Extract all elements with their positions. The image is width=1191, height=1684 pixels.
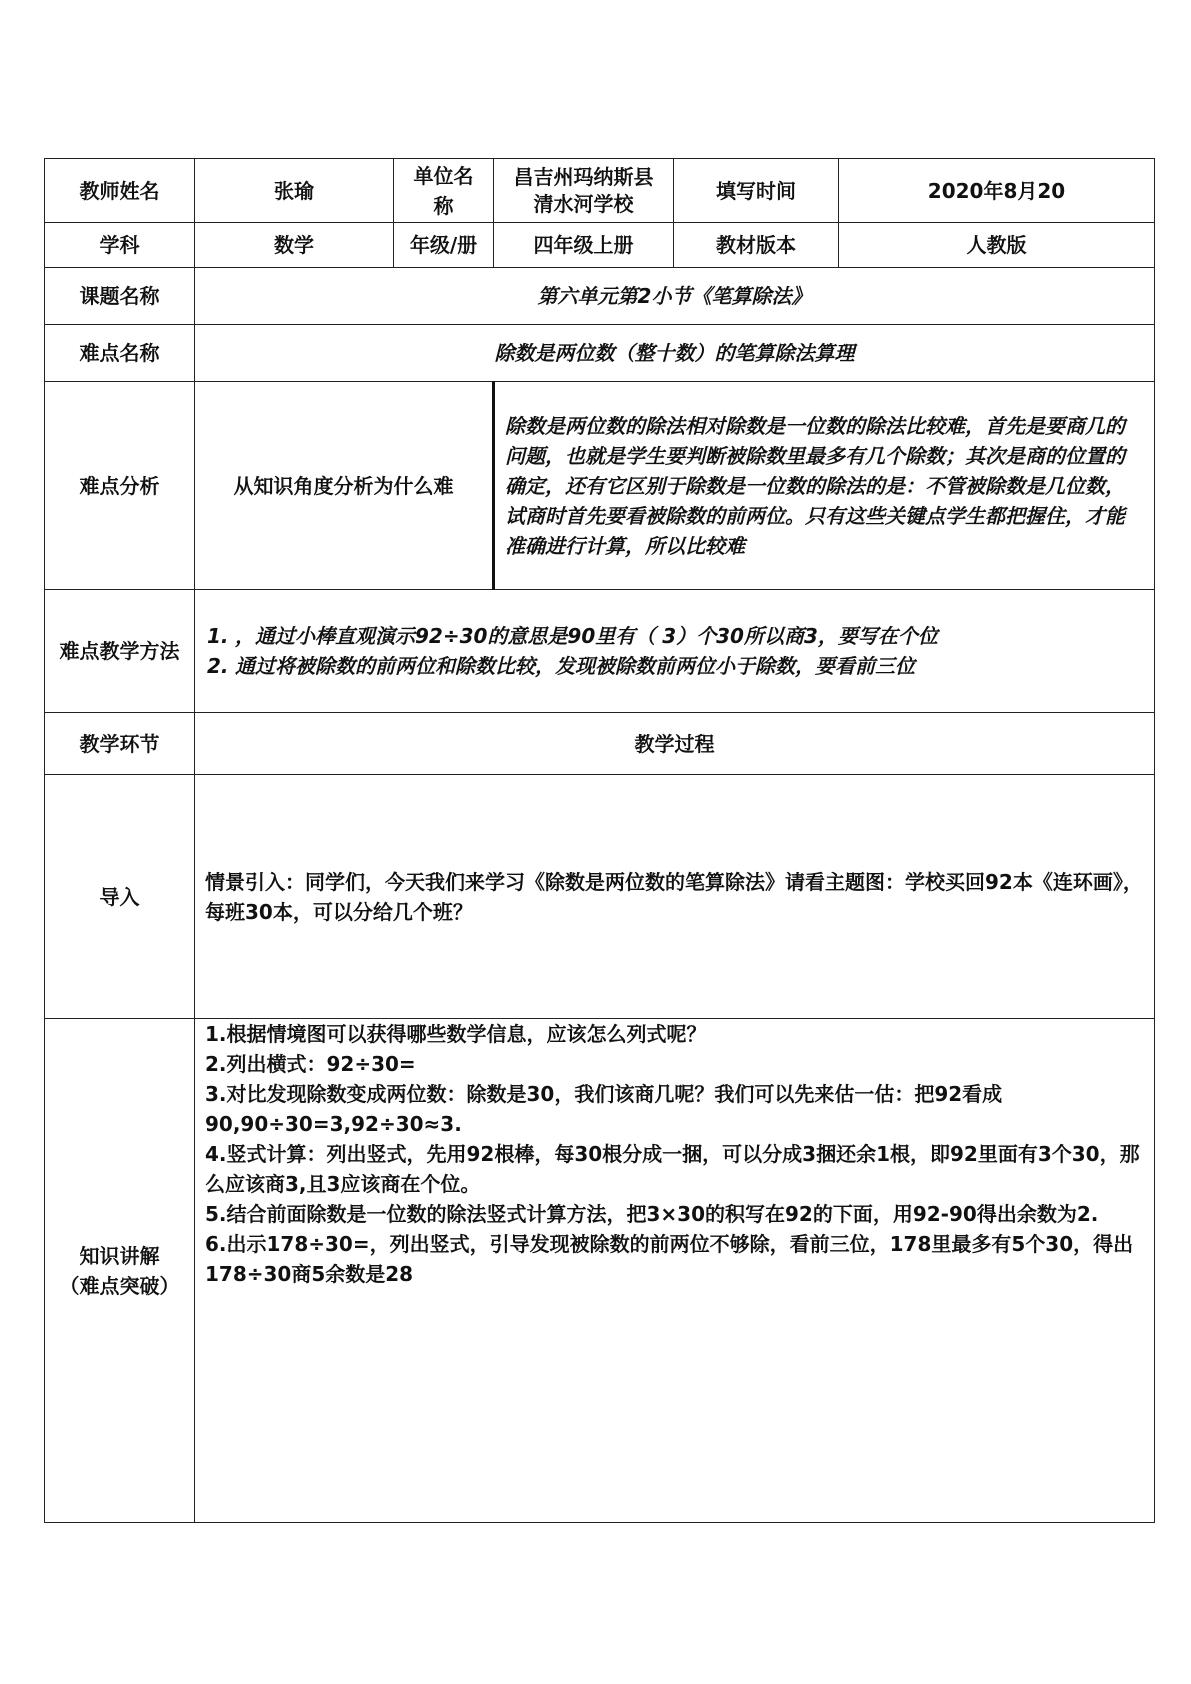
methods-label: 难点教学方法	[45, 590, 195, 713]
process-value: 教学过程	[195, 713, 1155, 775]
knowledge-steps	[195, 1019, 1155, 1523]
teacher-value: 张瑜	[195, 159, 394, 223]
row-intro	[45, 775, 1155, 1019]
unit-value: 昌吉州玛纳斯县清水河学校	[494, 159, 674, 223]
unit-label: 单位名称	[394, 159, 494, 223]
difficulty-label: 难点名称	[45, 325, 195, 382]
row-difficulty	[45, 325, 1155, 382]
grade-label: 年级/册	[394, 223, 494, 268]
subject-label: 学科	[45, 223, 195, 268]
date-label: 填写时间	[674, 159, 839, 223]
step-item: 1.根据情境图可以获得哪些数学信息，应该怎么列式呢？	[205, 1022, 707, 1046]
edition-value: 人教版	[839, 223, 1155, 268]
process-label: 教学环节	[45, 713, 195, 775]
teacher-label: 教师姓名	[45, 159, 195, 223]
date-value: 2020年8月20	[839, 159, 1155, 223]
step-item: 2.列出横式：92÷30=	[205, 1052, 416, 1076]
difficulty-value: 除数是两位数（整十数）的笔算除法算理	[195, 325, 1155, 382]
knowledge-label-line1: 知识讲解	[79, 1243, 160, 1268]
analysis-text: 除数是两位数的除法相对除数是一位数的除法比较难，首先是要商几的问题，也就是学生要判断被除数里最多有几个除数；其次是商的位置的确定，还有它区别于除数是一位数的除法的是：不管被除数是几位数，试商时首先要看被除数的前两位。只有这些关键点学生都把握住，才能准确进行计算，所以比较难	[494, 382, 1155, 590]
row-process-header	[45, 713, 1155, 775]
intro-text: 情景引入：同学们，今天我们来学习《除数是两位数的笔算除法》请看主题图：学校买回92本《连环画》，每班30本，可以分给几个班？	[195, 775, 1155, 1019]
methods-list	[195, 590, 1155, 713]
step-item: 6.出示178÷30=，列出竖式，引导发现被除数的前两位不够除，看前三位，178里最多有5个30，得出178÷30商5余数是28	[205, 1232, 1134, 1286]
row-topic	[45, 268, 1155, 325]
subject-value: 数学	[195, 223, 394, 268]
topic-value: 第六单元第2小节《笔算除法》	[195, 268, 1155, 325]
row-knowledge	[45, 1019, 1155, 1523]
analysis-sub-label: 从知识角度分析为什么难	[195, 382, 494, 590]
row-teacher	[45, 159, 1155, 223]
lesson-plan-table	[44, 158, 1155, 1523]
intro-label: 导入	[45, 775, 195, 1019]
knowledge-label-line2: （难点突破）	[59, 1273, 180, 1298]
method-item: 1. ，通过小棒直观演示92÷30的意思是90里有（ 3）个30所以商3，要写在个位	[207, 624, 938, 648]
topic-label: 课题名称	[45, 268, 195, 325]
step-item: 5.结合前面除数是一位数的除法竖式计算方法，把3×30的积写在92的下面，用92-90得出余数为2.	[205, 1202, 1099, 1226]
analysis-label: 难点分析	[45, 382, 195, 590]
step-item: 3.对比发现除数变成两位数：除数是30，我们该商几呢？我们可以先来估一估：把92看成90,90÷30=3,92÷30≈3.	[205, 1082, 1003, 1136]
row-analysis	[45, 382, 1155, 590]
grade-value: 四年级上册	[494, 223, 674, 268]
method-item: 2. 通过将被除数的前两位和除数比较，发现被除数前两位小于除数，要看前三位	[207, 654, 915, 678]
step-item: 4.竖式计算：列出竖式，先用92根棒，每30根分成一捆，可以分成3捆还余1根，即92里面有3个30，那么应该商3,且3应该商在个位。	[205, 1142, 1140, 1196]
knowledge-label	[45, 1019, 195, 1523]
row-methods	[45, 590, 1155, 713]
edition-label: 教材版本	[674, 223, 839, 268]
row-subject	[45, 223, 1155, 268]
